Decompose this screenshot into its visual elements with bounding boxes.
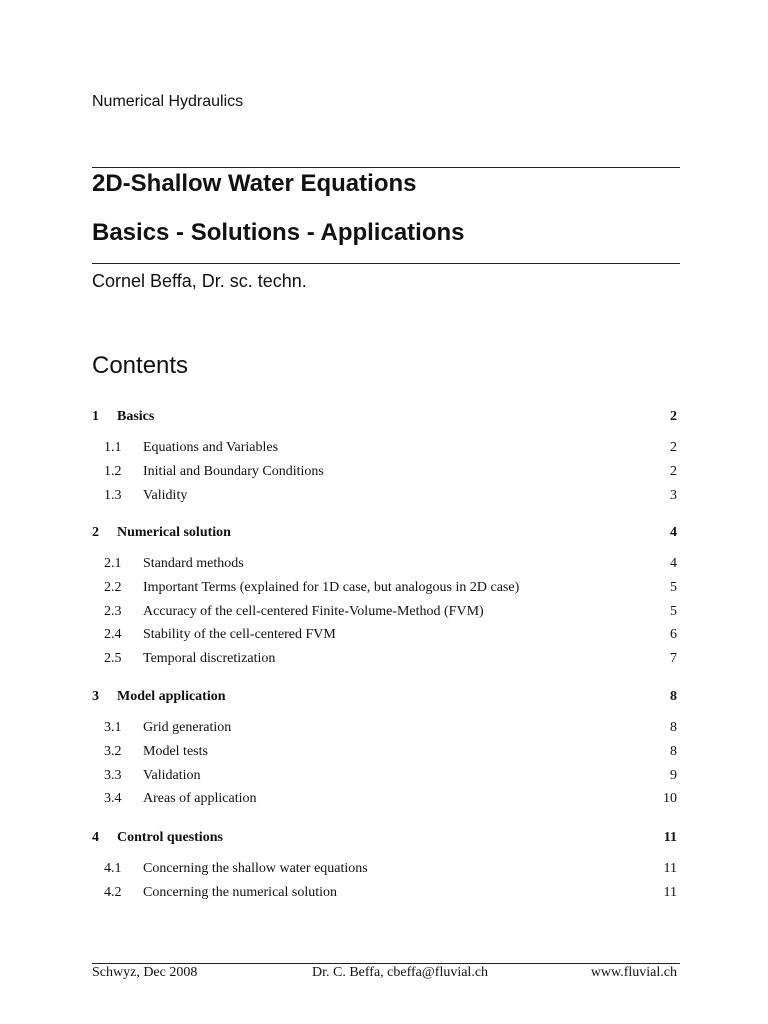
- toc-entry-page: 7: [670, 651, 677, 667]
- toc-entry-title: Accuracy of the cell-centered Finite-Volume-Method (FVM): [143, 603, 484, 619]
- toc-entry-page: 6: [670, 627, 677, 643]
- toc-section-entry[interactable]: [92, 627, 677, 645]
- toc-entry-number: 2.4: [104, 627, 122, 643]
- toc-entry-page: 9: [670, 767, 677, 783]
- toc-section-entry[interactable]: [92, 744, 677, 762]
- toc-entry-number: 3.3: [104, 767, 122, 783]
- toc-entry-number: 3.2: [104, 743, 122, 759]
- toc-chapter-entry[interactable]: [92, 409, 677, 427]
- toc-entry-title: Validation: [143, 767, 201, 783]
- toc-entry-title: Validity: [143, 487, 188, 503]
- toc-section-entry[interactable]: [92, 580, 677, 598]
- toc-chapter-entry[interactable]: [92, 689, 677, 707]
- toc-entry-page: 11: [663, 830, 677, 845]
- toc-entry-number: 3.1: [104, 720, 122, 735]
- toc-entry-number: 2.3: [104, 603, 122, 619]
- toc-entry-page: 8: [670, 720, 677, 735]
- toc-entry-number: 2: [92, 525, 99, 540]
- toc-entry-number: 4: [92, 830, 99, 845]
- toc-section-entry[interactable]: [92, 464, 677, 482]
- toc-entry-page: 4: [670, 525, 677, 540]
- toc-entry-title: Concerning the shallow water equations: [143, 861, 368, 876]
- toc-entry-page: 10: [663, 791, 677, 807]
- toc-entry-title: Important Terms (explained for 1D case, but analogous in 2D case): [143, 579, 520, 595]
- toc-entry-title: Grid generation: [143, 720, 232, 735]
- toc-entry-title: Areas of application: [143, 791, 257, 807]
- toc-entry-number: 1: [92, 409, 99, 424]
- toc-section-entry[interactable]: [92, 720, 677, 738]
- toc-entry-title: Basics: [117, 409, 155, 424]
- toc-entry-page: 2: [670, 463, 677, 479]
- document-header: Numerical Hydraulics: [92, 93, 244, 110]
- toc-chapter-entry[interactable]: [92, 830, 677, 848]
- document-subtitle: Basics - Solutions - Applications: [92, 219, 465, 246]
- toc-entry-page: 8: [670, 689, 677, 704]
- toc-entry-title: Equations and Variables: [143, 440, 279, 455]
- footer-location-date: Schwyz, Dec 2008: [92, 965, 198, 980]
- toc-entry-page: 8: [670, 743, 677, 759]
- footer-website: www.fluvial.ch: [590, 965, 677, 980]
- toc-entry-number: 1.2: [104, 463, 122, 479]
- toc-section-entry[interactable]: [92, 440, 677, 458]
- toc-entry-title: Model application: [117, 689, 226, 704]
- toc-entry-page: 5: [670, 579, 677, 595]
- toc-entry-number: 4.2: [104, 884, 122, 900]
- toc-section-entry[interactable]: [92, 791, 677, 809]
- toc-entry-number: 1.1: [104, 440, 122, 455]
- toc-entry-number: 3: [92, 689, 99, 704]
- toc-entry-page: 5: [670, 603, 677, 619]
- toc-entry-page: 4: [670, 556, 677, 571]
- toc-entry-number: 2.5: [104, 651, 122, 667]
- toc-entry-page: 3: [670, 487, 677, 503]
- toc-section-entry[interactable]: [92, 885, 677, 903]
- toc-chapter-entry[interactable]: [92, 525, 677, 543]
- toc-entry-number: 2.1: [104, 556, 122, 571]
- toc-section-entry[interactable]: [92, 556, 677, 574]
- title-top-rule: [92, 167, 680, 168]
- document-title: 2D-Shallow Water Equations: [92, 170, 417, 197]
- footer-author-email: Dr. C. Beffa, cbeffa@fluvial.ch: [312, 965, 489, 980]
- toc-entry-page: 11: [663, 884, 677, 900]
- toc-section-entry[interactable]: [92, 651, 677, 669]
- toc-entry-number: 4.1: [104, 861, 122, 876]
- toc-entry-page: 2: [670, 409, 677, 424]
- toc-entry-number: 3.4: [104, 791, 122, 807]
- toc-section-entry[interactable]: [92, 604, 677, 622]
- toc-entry-number: 1.3: [104, 487, 122, 503]
- toc-entry-title: Model tests: [143, 743, 208, 759]
- toc-entry-title: Standard methods: [143, 556, 244, 571]
- toc-entry-title: Control questions: [117, 830, 223, 845]
- title-bottom-rule: [92, 263, 680, 264]
- toc-entry-title: Temporal discretization: [143, 651, 276, 667]
- contents-heading: Contents: [92, 352, 189, 379]
- toc-entry-title: Numerical solution: [117, 525, 231, 540]
- toc-entry-title: Initial and Boundary Conditions: [143, 463, 324, 479]
- author-line: Cornel Beffa, Dr. sc. techn.: [92, 271, 307, 291]
- toc-entry-page: 2: [670, 440, 677, 455]
- toc-entry-title: Concerning the numerical solution: [143, 884, 338, 900]
- toc-entry-page: 11: [663, 861, 677, 876]
- toc-entry-title: Stability of the cell-centered FVM: [143, 627, 336, 643]
- toc-entry-number: 2.2: [104, 579, 122, 595]
- toc-section-entry[interactable]: [92, 861, 677, 879]
- footer-rule: [92, 963, 680, 964]
- toc-section-entry[interactable]: [92, 488, 677, 506]
- toc-section-entry[interactable]: [92, 768, 677, 786]
